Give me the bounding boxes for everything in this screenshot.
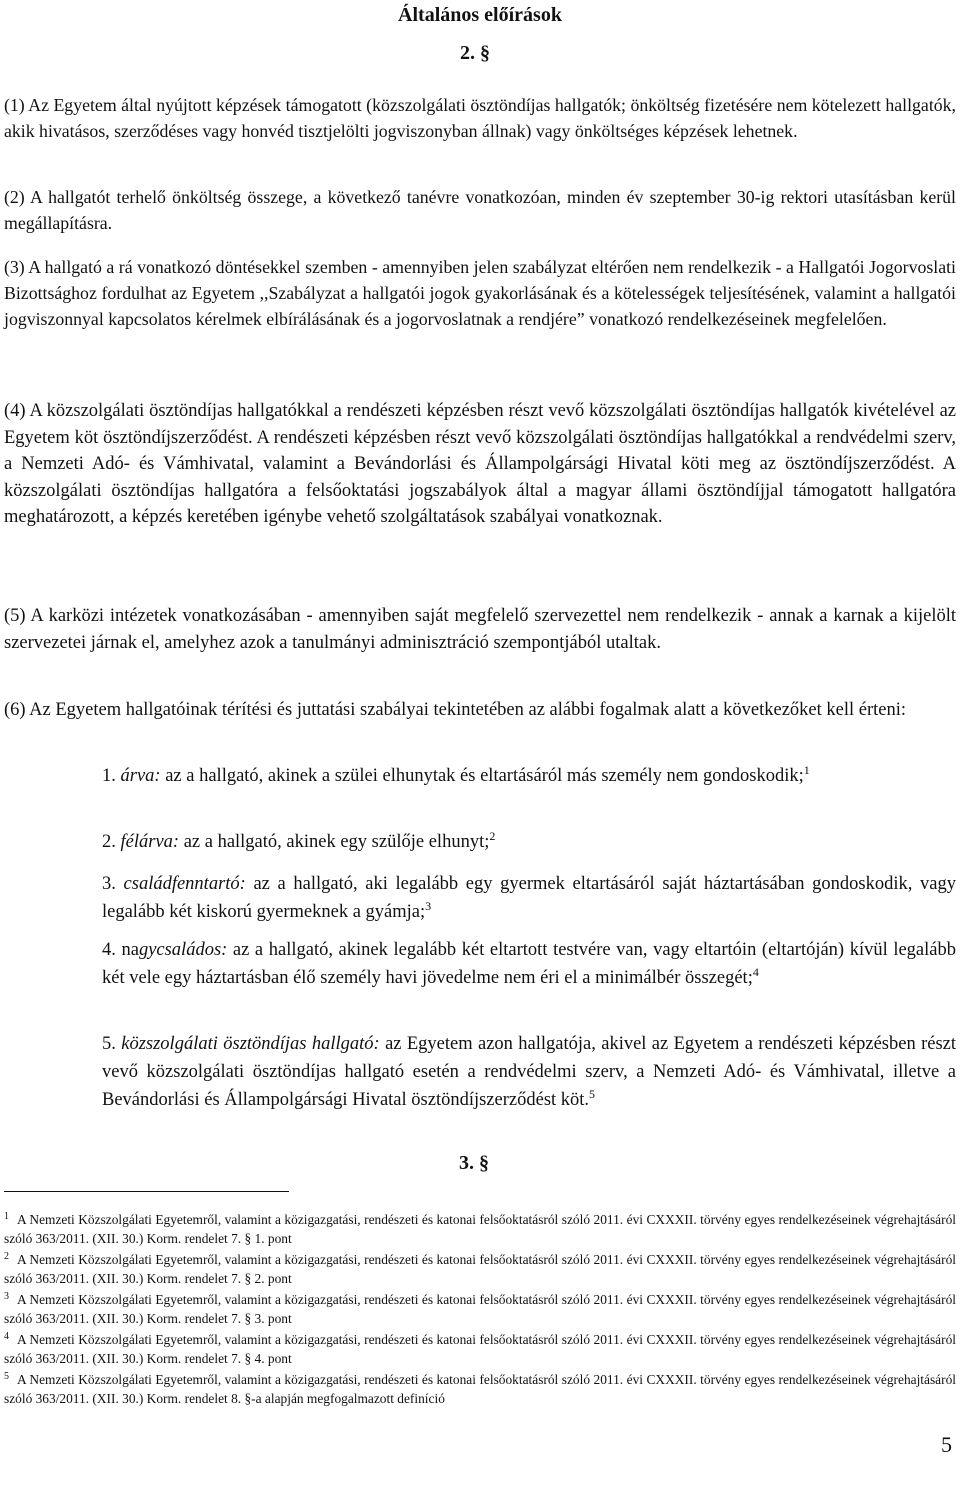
definition-item — [102, 828, 956, 856]
footnote-ref[interactable]: 1 — [803, 763, 810, 777]
footnote-marker: 3 — [4, 1291, 9, 1302]
footnote-text: A Nemzeti Közszolgálati Egyetemről, valamint a közigazgatási, rendészeti és katonai felsőoktatásról szóló 2011. évi CXXXII. törvény egyes rendelkezéseinek végrehajtásáról szóló 363/2011. (XII. 30.) Korm. rendelet 8. §-a alapján megfogalmazott definíció — [4, 1372, 956, 1406]
definition-number: 1. — [102, 766, 116, 786]
definition-number: 4. na — [102, 940, 139, 960]
footnote-marker: 1 — [4, 1211, 9, 1222]
footnote-marker: 2 — [4, 1251, 9, 1262]
definition-item — [102, 936, 956, 992]
definition-number: 2. — [102, 832, 116, 852]
footnote-ref[interactable]: 3 — [425, 899, 432, 913]
footnote-text: A Nemzeti Közszolgálati Egyetemről, valamint a közigazgatási, rendészeti és katonai felsőoktatásról szóló 2011. évi CXXXII. törvény egyes rendelkezéseinek végrehajtásáról szóló 363/2011. (XII. 30.) Korm. rendelet 7. § 2. pont — [4, 1252, 956, 1286]
paragraph-4: (4) A közszolgálati ösztöndíjas hallgatókkal a rendészeti képzésben részt vevő közszolgálati ösztöndíjas hallgatók kivételével az Egyetem köt ösztöndíjszerződést. A rendészeti képzésben részt vevő közszolgálati ösztöndíjas hallgatókkal a rendvédelmi szerv, a Nemzeti Adó- és Vámhivatal, valamint a Bevándorlási és Állampolgársági Hivatal köti meg az ösztöndíjszerződést. A közszolgálati ösztöndíjas hallgatóra a felsőoktatási jogszabályok által a magyar állami ösztöndíjjal támogatott hallgatóra meghatározott, a képzés keretében igénybe vehető szolgáltatások szabályai vonatkoznak. — [4, 401, 956, 527]
definition-item — [102, 1030, 956, 1114]
definition-item — [102, 762, 956, 790]
section-3-heading: 3. § — [459, 1152, 489, 1174]
paragraph-6: (6) Az Egyetem hallgatóinak térítési és juttatási szabályai tekintetében az alábbi fogalmak alatt a következőket kell érteni: — [4, 700, 907, 720]
section-2-heading: 2. § — [460, 42, 490, 64]
footnote-text: A Nemzeti Közszolgálati Egyetemről, valamint a közigazgatási, rendészeti és katonai felsőoktatásról szóló 2011. évi CXXXII. törvény egyes rendelkezéseinek végrehajtásáról szóló 363/2011. (XII. 30.) Korm. rendelet 7. § 1. pont — [4, 1212, 956, 1246]
footnote-marker: 4 — [4, 1331, 9, 1342]
paragraph-1: (1) Az Egyetem által nyújtott képzések támogatott (közszolgálati ösztöndíjas hallgatók; önköltség fizetésére nem kötelezett hallgatók, akik hivatásos, szerződéses vagy honvéd tisztjelölti jogviszonyban állnak) vagy önköltséges képzések lehetnek. — [4, 95, 956, 141]
definition-term: családfenntartó: — [123, 874, 246, 894]
definition-item — [102, 870, 956, 926]
definition-text: az a hallgató, akinek egy szülője elhunyt; — [179, 832, 490, 852]
definition-term: árva: — [120, 766, 161, 786]
footnote-separator — [4, 1191, 289, 1192]
paragraph-3: (3) A hallgató a rá vonatkozó döntésekkel szemben - amennyiben jelen szabályzat eltérően nem rendelkezik - a Hallgatói Jogorvoslati Bizottsághoz fordulhat az Egyetem ,,Szabályzat a hallgatói jogok gyakorlásának és a kötelességek teljesítésének, valamint a hallgatói jogviszonnyal kapcsolatos kérelmek elbírálásának és a jogorvoslatnak a rendjére” vonatkozó rendelkezéseinek megfelelően. — [4, 257, 956, 329]
footnote — [4, 1210, 956, 1248]
definition-term: közszolgálati ösztöndíjas hallgató: — [121, 1034, 380, 1054]
footnote — [4, 1370, 956, 1408]
footnote-text: A Nemzeti Közszolgálati Egyetemről, valamint a közigazgatási, rendészeti és katonai felsőoktatásról szóló 2011. évi CXXXII. törvény egyes rendelkezéseinek végrehajtásáról szóló 363/2011. (XII. 30.) Korm. rendelet 7. § 3. pont — [4, 1292, 956, 1326]
footnote-ref[interactable]: 5 — [589, 1087, 596, 1101]
footnote-text: A Nemzeti Közszolgálati Egyetemről, valamint a közigazgatási, rendészeti és katonai felsőoktatásról szóló 2011. évi CXXXII. törvény egyes rendelkezéseinek végrehajtásáról szóló 363/2011. (XII. 30.) Korm. rendelet 7. § 4. pont — [4, 1332, 956, 1366]
definition-text: az Egyetem azon hallgatója, akivel az Egyetem a rendészeti képzésben részt vevő közszolgálati ösztöndíjas hallgató esetén a rendvédelmi szerv, a Nemzeti Adó- és Vámhivatal, illetve a Bevándorlási és Állampolgársági Hivatal ösztöndíjszerződést köt. — [102, 1034, 956, 1110]
definition-number: 5. — [102, 1034, 116, 1054]
page-title: Általános előírások — [398, 4, 562, 26]
paragraph-5: (5) A karközi intézetek vonatkozásában - amennyiben saját megfelelő szervezettel nem rendelkezik - annak a karnak a kijelölt szervezetei járnak el, amelyhez azok a tanulmányi adminisztráció szempontjából utaltak. — [4, 606, 956, 653]
definition-term: gycsaládos: — [138, 940, 228, 960]
footnote-ref[interactable]: 4 — [752, 965, 759, 979]
footnote — [4, 1250, 956, 1288]
footnote-ref[interactable]: 2 — [489, 829, 496, 843]
definition-text: az a hallgató, akinek legalább két eltartott testvére van, vagy eltartóin (eltartóján) kívül legalább két vele egy háztartásban élő személy havi jövedelme nem éri el a minimálbér összegét; — [102, 940, 956, 988]
definition-text: az a hallgató, akinek a szülei elhunytak és eltartásáról más személy nem gondoskodik; — [160, 766, 804, 786]
footnote-marker: 5 — [4, 1371, 9, 1382]
definition-term: félárva: — [120, 832, 180, 852]
footnote — [4, 1290, 956, 1328]
page-number: 5 — [941, 1432, 952, 1457]
footnote — [4, 1330, 956, 1368]
definition-number: 3. — [102, 874, 116, 894]
definition-text: az a hallgató, aki legalább egy gyermek eltartásáról saját háztartásában gondoskodik, vagy legalább két kiskorú gyermeknek a gyámja; — [102, 874, 957, 922]
paragraph-2: (2) A hallgatót terhelő önköltség összege, a következő tanévre vonatkozóan, minden év szeptember 30-ig rektori utasításban kerül megállapításra. — [4, 187, 956, 233]
